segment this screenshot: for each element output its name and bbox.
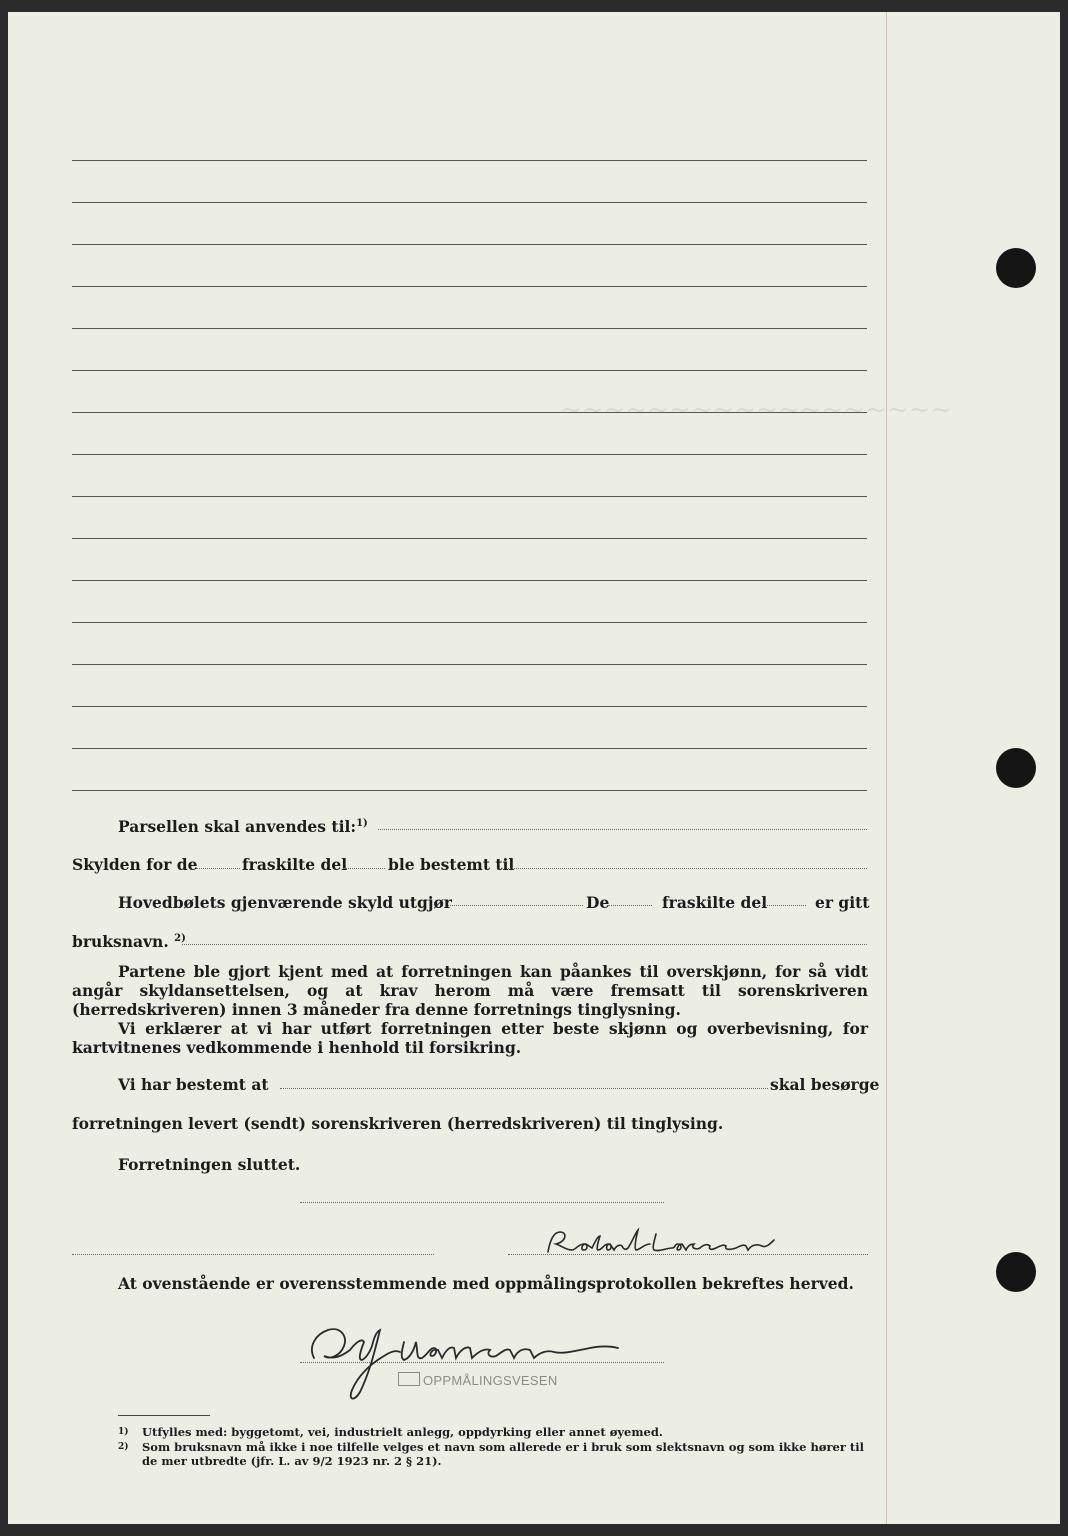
bruksnavn-field[interactable] bbox=[182, 944, 867, 945]
signature-line-left[interactable] bbox=[72, 1254, 434, 1255]
document-page bbox=[8, 12, 1060, 1524]
punch-hole-top bbox=[996, 248, 1036, 288]
blank-line bbox=[72, 580, 867, 581]
blank-line bbox=[72, 202, 867, 203]
stamp-text: OPPMÅLINGSVESEN bbox=[423, 1373, 558, 1388]
punch-hole-bottom bbox=[996, 1252, 1036, 1292]
footnote-separator bbox=[118, 1415, 210, 1416]
responsible-field[interactable] bbox=[280, 1088, 768, 1089]
signature-official bbox=[300, 1312, 630, 1408]
skylden-field-3[interactable] bbox=[508, 868, 867, 869]
hovedbol-field-1[interactable] bbox=[448, 905, 583, 906]
blank-line bbox=[72, 412, 867, 413]
skylden-field-2[interactable] bbox=[343, 868, 385, 869]
blank-line bbox=[72, 706, 867, 707]
skylden-label: Skylden for de bbox=[72, 855, 198, 874]
blank-line bbox=[72, 496, 867, 497]
hovedbol-field-2[interactable] bbox=[608, 905, 652, 906]
blank-line bbox=[72, 328, 867, 329]
parsellen-label: Parsellen skal anvendes til:$^{1)}$ bbox=[118, 817, 368, 836]
blank-line bbox=[72, 160, 867, 161]
confirmation-text: At ovenstående er overensstemmende med oppmålingsprotokollen bekreftes herved. bbox=[118, 1274, 854, 1293]
hovedbol-label: Hovedbølets gjenværende skyld utgjør bbox=[118, 893, 452, 912]
blank-line bbox=[72, 664, 867, 665]
footnote-1: 1) Utfylles med: byggetomt, vei, industrielt anlegg, oppdyrking eller annet øyemed. bbox=[118, 1425, 663, 1439]
margin-line bbox=[886, 12, 887, 1524]
bleed-through-mark: ~~~~~~~~~~~~~~~~~~ bbox=[560, 395, 953, 425]
footnote-2: 2) Som bruksnavn må ikke i noe tilfelle velges et navn som allerede er i bruk som slektsnavn og som ikke hører til de mer utbredte (jfr. L. av 9/2 1923 nr. 2 § 21). bbox=[118, 1440, 864, 1468]
blank-line bbox=[72, 622, 867, 623]
skylden-field-1[interactable] bbox=[196, 868, 240, 869]
blank-line bbox=[72, 748, 867, 749]
appeal-paragraph: Partene ble gjort kjent med at forretningen kan påankes til overskjønn, for så vidt angår skyldansettelsen, og at krav herom må være fremsatt til sorenskriveren (herredskriveren) innen 3 måneder fra denne forretnings tinglysning. bbox=[72, 962, 868, 1019]
blank-line bbox=[72, 790, 867, 791]
hovedbol-de: De bbox=[586, 893, 610, 912]
blank-line bbox=[72, 538, 867, 539]
parsellen-field[interactable] bbox=[378, 829, 867, 830]
stamp-logo bbox=[398, 1372, 420, 1386]
stamp bbox=[398, 1372, 558, 1388]
responsible-suffix: skal besørge bbox=[770, 1075, 880, 1094]
responsible-label: Vi har bestemt at bbox=[118, 1075, 269, 1094]
closing-text: Forretningen sluttet. bbox=[118, 1155, 301, 1174]
signature-line-top[interactable] bbox=[300, 1202, 664, 1203]
skylden-fraskilte: fraskilte del bbox=[242, 855, 348, 874]
signature-roland-larsen bbox=[540, 1226, 780, 1258]
blank-line bbox=[72, 244, 867, 245]
bruksnavn-label: bruksnavn. $^{2)}$ bbox=[72, 932, 186, 951]
hovedbol-fraskilte: fraskilte del bbox=[662, 893, 768, 912]
blank-line bbox=[72, 286, 867, 287]
hovedbol-er-gitt: er gitt bbox=[815, 893, 870, 912]
declaration-paragraph: Vi erklærer at vi har utført forretningen etter beste skjønn og overbevisning, for kartvitnenes vedkommende i henhold til forsikring. bbox=[72, 1019, 868, 1057]
punch-hole-middle bbox=[996, 748, 1036, 788]
hovedbol-field-3[interactable] bbox=[762, 905, 806, 906]
skylden-bestemt: ble bestemt til bbox=[388, 855, 515, 874]
blank-line bbox=[72, 370, 867, 371]
delivery-text: forretningen levert (sendt) sorenskriveren (herredskriveren) til tinglysing. bbox=[72, 1114, 724, 1133]
blank-line bbox=[72, 454, 867, 455]
